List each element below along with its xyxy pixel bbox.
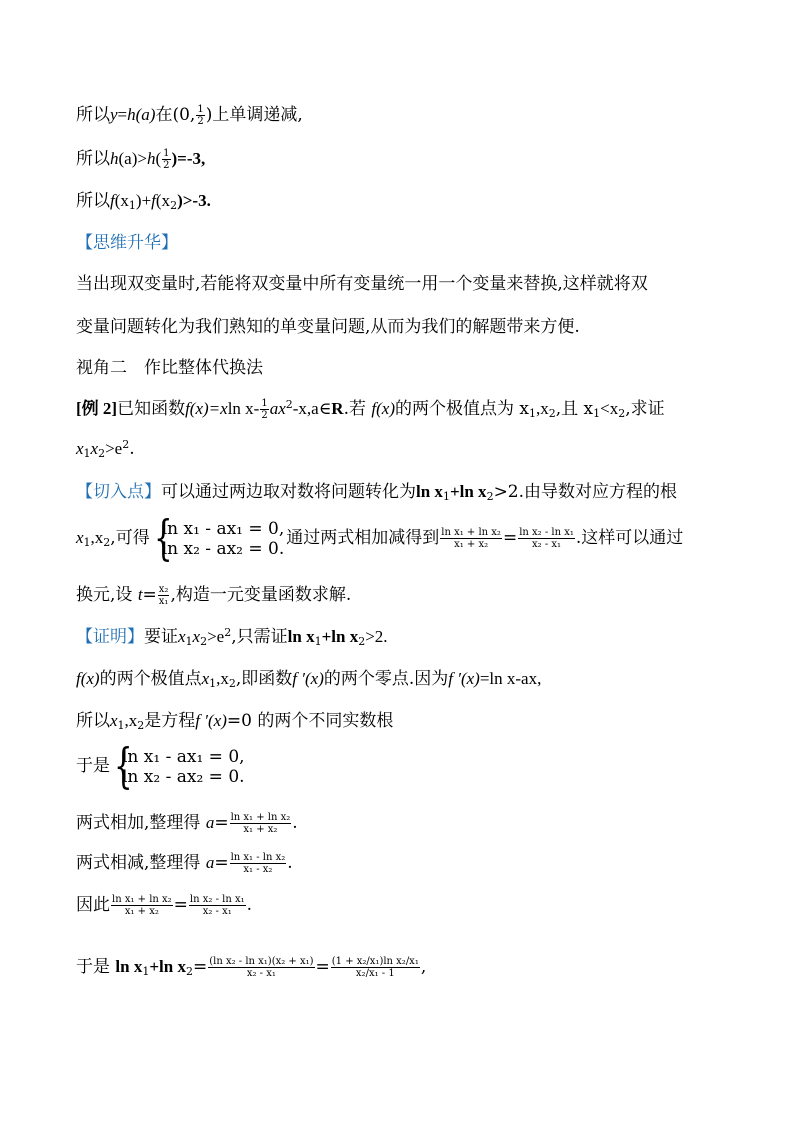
brace-icon: { xyxy=(114,737,133,794)
text: 要证 xyxy=(144,627,178,647)
equation-row: ln x₂ - ax₂ = 0. xyxy=(122,766,245,787)
text: ,可得 xyxy=(110,528,150,548)
denominator: x₂/x₁ - 1 xyxy=(355,968,395,979)
example-tag: [例 2] xyxy=(76,399,118,418)
subscript: 2 xyxy=(548,407,556,420)
denominator: x₁ + x₂ xyxy=(454,539,489,550)
section-label: 【证明】 xyxy=(76,627,144,647)
text: 可以通过两边取对数将问题转化为 xyxy=(161,482,416,502)
line-3 xyxy=(76,190,211,212)
fraction xyxy=(230,852,287,875)
denominator: x₁ xyxy=(158,596,169,607)
line-5 xyxy=(76,273,648,295)
numerator: ln x₁ - ln x₂ xyxy=(230,852,286,863)
math-op: = xyxy=(117,105,128,124)
text: 的两个极值点 xyxy=(99,669,202,689)
denominator: x₂ - x₁ xyxy=(532,539,562,550)
math-op: = xyxy=(173,895,188,915)
math-var: h xyxy=(110,149,119,168)
math-expr: (x xyxy=(155,191,171,210)
text: 两式相减,整理得 xyxy=(76,853,206,873)
math-var: h xyxy=(127,105,136,124)
section-label-thinking xyxy=(76,232,178,254)
denominator: 2 xyxy=(163,160,170,171)
math-expr: ln x xyxy=(115,957,143,976)
subscript: 1 xyxy=(528,407,536,420)
math-expr: (a)> xyxy=(118,149,147,168)
superscript: 2 xyxy=(285,398,293,411)
fraction xyxy=(158,584,170,607)
numerator: (ln x₂ - ln x₁)(x₂ + x₁) xyxy=(209,956,314,967)
superscript: 2 xyxy=(122,438,130,451)
subscript: 2 xyxy=(228,677,236,690)
subscript: 2 xyxy=(137,719,145,732)
math-expr: f ′(x) xyxy=(195,711,227,730)
math-var: x xyxy=(90,439,99,458)
brace-icon: { xyxy=(153,509,173,566)
subscript: 2 xyxy=(103,536,111,549)
math-var: t xyxy=(137,585,143,604)
text: =0 的两个不同实数根 xyxy=(226,711,394,731)
fraction xyxy=(196,104,204,127)
math-expr: ,x xyxy=(216,669,229,688)
math-expr: ,x xyxy=(90,528,104,547)
math-var: x xyxy=(76,439,84,458)
text: . xyxy=(292,813,298,833)
math-var: x xyxy=(201,669,210,688)
line-1 xyxy=(76,104,303,127)
subscript: 2 xyxy=(618,407,626,420)
subscript: 1 xyxy=(117,719,125,732)
text: 所以 xyxy=(76,149,110,169)
math-var: a xyxy=(205,853,215,872)
math-op: )+ xyxy=(135,191,152,210)
subscript: 1 xyxy=(209,677,217,690)
text: .这样可以通过 xyxy=(575,528,684,548)
line-16 xyxy=(76,737,247,794)
math-op: = xyxy=(192,957,208,977)
math-var: ax xyxy=(269,399,286,418)
equation-row: ln x₂ - ax₂ = 0. xyxy=(161,538,285,559)
math-var: (a) xyxy=(135,105,156,124)
numerator: 1 xyxy=(163,148,170,159)
math-var: y xyxy=(110,105,118,124)
section-label: 【切入点】 xyxy=(76,482,161,502)
math-expr: +ln x xyxy=(149,957,186,976)
fraction xyxy=(230,812,292,835)
text: 所以 xyxy=(76,105,110,125)
line-11 xyxy=(76,509,684,566)
line-9 xyxy=(76,438,135,460)
subscript: 2 xyxy=(98,447,106,460)
text: 通过两式相加减得到 xyxy=(286,528,440,548)
math-expr: +ln x xyxy=(321,627,359,646)
text: )=-3, xyxy=(171,149,206,168)
math-op: = xyxy=(315,957,330,977)
text: ,构造一元变量函数求解. xyxy=(170,585,352,605)
equation-system xyxy=(110,737,245,794)
math-var: x xyxy=(76,528,84,547)
text: 所以 xyxy=(76,191,110,211)
text: ,只需证 xyxy=(231,627,288,647)
equation-row: ln x₁ - ax₁ = 0, xyxy=(122,746,245,767)
line-2 xyxy=(76,148,205,171)
math-op: = xyxy=(214,853,229,873)
text: , xyxy=(420,957,427,977)
text: )上单调递减, xyxy=(205,105,303,125)
subscript: 1 xyxy=(83,447,91,460)
math-expr: f(x) xyxy=(371,399,395,418)
text: )>-3. xyxy=(177,191,211,210)
text: .若 xyxy=(343,399,372,419)
subscript: 2 xyxy=(200,635,208,648)
denominator: 2 xyxy=(261,410,268,421)
line-14 xyxy=(76,668,541,690)
subscript: 1 xyxy=(128,199,136,212)
subscript: 1 xyxy=(83,536,91,549)
heading-text: 视角二 作比整体代换法 xyxy=(76,358,263,378)
math-expr: >2. xyxy=(365,627,388,646)
math-var: h xyxy=(146,149,156,168)
text: . xyxy=(129,439,135,459)
equation-system xyxy=(150,509,285,566)
text: ,且 x xyxy=(555,399,594,419)
line-10 xyxy=(76,481,677,503)
numerator: ln x₁ + ln x₂ xyxy=(230,812,291,823)
text: 的两个零点.因为 xyxy=(323,669,449,689)
line-18 xyxy=(76,848,293,878)
text: 两式相加,整理得 xyxy=(76,813,206,833)
math-var: a xyxy=(205,813,215,832)
subscript: 2 xyxy=(170,199,178,212)
text: ,即函数 xyxy=(235,669,293,689)
math-op: = xyxy=(142,585,157,605)
math-set: R xyxy=(331,399,344,418)
numerator: ln x₁ + ln x₂ xyxy=(112,894,172,905)
math-expr: +ln x xyxy=(449,482,487,501)
math-op: ( xyxy=(155,149,162,168)
numerator: 1 xyxy=(197,104,204,115)
math-expr: >e xyxy=(105,439,123,458)
text: ,求证 xyxy=(625,399,665,419)
section-label: 【思维升华】 xyxy=(76,233,178,253)
fraction xyxy=(331,956,420,979)
math-expr: =ln x-ax, xyxy=(479,669,542,688)
subscript: 1 xyxy=(593,407,601,420)
math-expr: >e xyxy=(207,627,225,646)
text: 所以 xyxy=(76,711,110,731)
line-19 xyxy=(76,890,252,920)
denominator: x₂ - x₁ xyxy=(246,968,276,979)
denominator: 2 xyxy=(197,116,204,127)
math-expr: f(x)=x xyxy=(185,399,228,418)
math-var: x xyxy=(110,711,118,730)
fraction xyxy=(111,894,173,917)
math-var: x xyxy=(192,627,201,646)
text: 是方程 xyxy=(144,711,196,731)
text: . xyxy=(287,853,293,873)
subscript: 1 xyxy=(185,635,193,648)
fraction xyxy=(162,148,170,171)
math-var: x xyxy=(178,627,186,646)
subscript: 1 xyxy=(142,965,150,978)
math-expr: ln x xyxy=(416,482,443,501)
denominator: x₁ - x₂ xyxy=(243,864,273,875)
text: 换元,设 xyxy=(76,585,138,605)
math-expr: <x xyxy=(600,399,619,418)
line-13-proof xyxy=(76,626,388,648)
fraction xyxy=(518,527,575,550)
denominator: x₁ + x₂ xyxy=(243,824,278,835)
subscript: 2 xyxy=(486,490,494,503)
math-var: f xyxy=(151,191,156,210)
line-15 xyxy=(76,710,393,732)
text: . xyxy=(246,895,252,915)
math-expr: ln x- xyxy=(227,399,260,418)
text: 因此 xyxy=(76,895,110,915)
denominator: x₁ + x₂ xyxy=(124,906,159,917)
math-op: = xyxy=(214,813,229,833)
subscript: 2 xyxy=(358,635,366,648)
numerator: x₂ xyxy=(158,584,169,595)
numerator: 1 xyxy=(261,398,268,409)
subscript: 2 xyxy=(185,965,193,978)
math-expr: f(x) xyxy=(76,669,100,688)
fraction xyxy=(189,894,246,917)
text: 在(0, xyxy=(155,105,196,125)
line-12 xyxy=(76,582,351,608)
math-expr: f ′(x) xyxy=(292,669,324,688)
denominator: x₂ - x₁ xyxy=(202,906,232,917)
fraction xyxy=(260,398,268,421)
text: >2.由导数对应方程的根 xyxy=(493,482,678,502)
fraction xyxy=(208,956,314,979)
math-op: = xyxy=(502,528,518,548)
subscript: 1 xyxy=(442,490,450,503)
math-expr: ,x xyxy=(124,711,138,730)
fraction xyxy=(440,527,502,550)
numerator: (1 + x₂/x₁)ln x₂/x₁ xyxy=(331,956,419,967)
paragraph-text: 当出现双变量时,若能将双变量中所有变量统一用一个变量来替换,这样就将双 xyxy=(76,274,648,294)
text: 已知函数 xyxy=(117,399,186,419)
text: 于是 xyxy=(76,756,110,776)
math-expr: (x xyxy=(114,191,129,210)
line-17 xyxy=(76,808,298,838)
text: 的两个极值点为 x xyxy=(394,399,529,419)
subsection-heading xyxy=(76,357,263,379)
subscript: 1 xyxy=(314,635,322,648)
numerator: ln x₂ - ln x₁ xyxy=(519,527,574,538)
math-expr: ln x xyxy=(287,627,315,646)
line-8-example xyxy=(76,398,665,421)
text: 于是 xyxy=(76,957,116,977)
line-20 xyxy=(76,942,426,992)
math-expr: -x,a∈ xyxy=(292,399,332,418)
equation-row: ln x₁ - ax₁ = 0, xyxy=(161,518,285,539)
math-expr: f ′(x) xyxy=(448,669,480,688)
numerator: ln x₁ + ln x₂ xyxy=(441,527,501,538)
numerator: ln x₂ - ln x₁ xyxy=(189,894,245,905)
math-var: f xyxy=(110,191,115,210)
paragraph-text: 变量问题转化为我们熟知的单变量问题,从而为我们的解题带来方便. xyxy=(76,317,580,337)
math-expr: ,x xyxy=(535,399,549,418)
line-6 xyxy=(76,316,580,338)
superscript: 2 xyxy=(224,626,232,639)
